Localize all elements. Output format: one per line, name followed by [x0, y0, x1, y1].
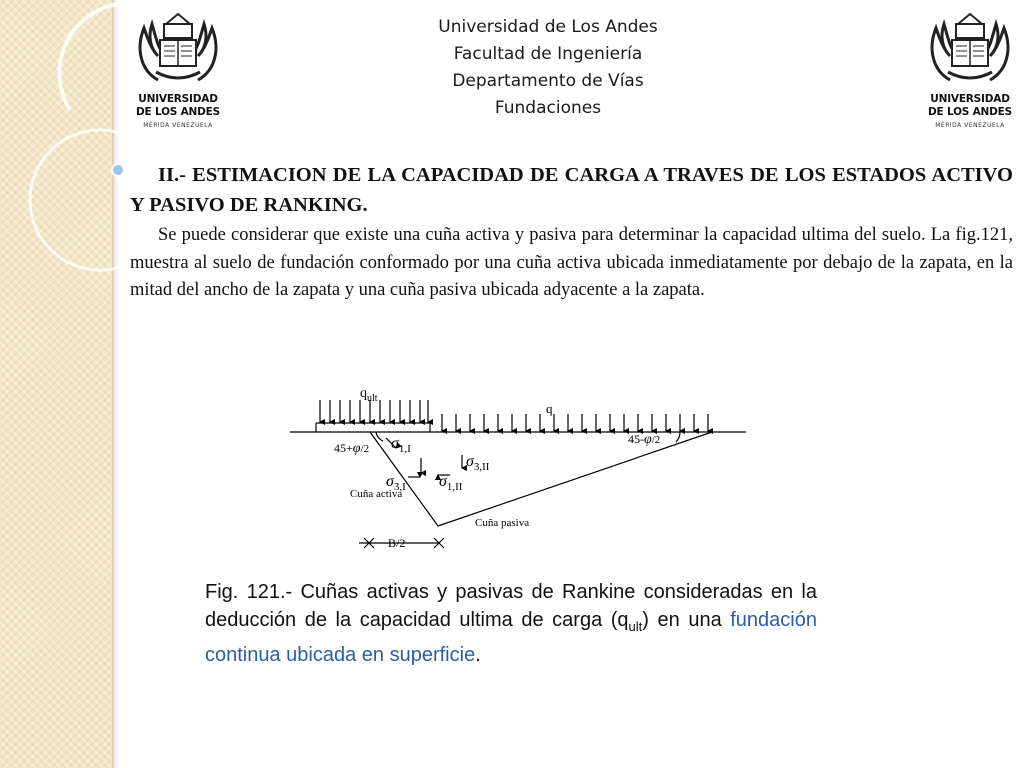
- body-paragraph: Se puede considerar que existe una cuña activa y pasiva para determinar la capacidad ultima del suelo. La fig.121, muestra al suelo de fundación conformado por una cuña activa ubicada inmediatamente por debajo de la zapata, en la mitad del ancho de la zapata y una cuña pasiva ubicada adyacente a la zapata.: [130, 225, 1013, 300]
- passive-wedge-label: Cuña pasiva: [475, 517, 530, 529]
- surcharge-load-arrows: [442, 414, 708, 431]
- caption-text-2: ) en una: [642, 609, 731, 631]
- university-name: Universidad de Los Andes: [438, 17, 658, 37]
- decorative-dot: [112, 164, 124, 176]
- half-width-label: B/2: [388, 536, 406, 550]
- sigma-1-I-label: $\sigma_{1,I}$: [391, 435, 411, 455]
- figure-caption: [205, 578, 817, 669]
- passive-angle-arc: [676, 432, 680, 442]
- university-seal-icon: [920, 10, 1020, 88]
- sigma-1-II-label: $\sigma_{1,II}$: [439, 473, 463, 493]
- q-label: q: [546, 401, 553, 416]
- logo-name-line1: UNIVERSIDAD: [138, 93, 218, 105]
- section-heading: II.- ESTIMACION DE LA CAPACIDAD DE CARGA A TRAVES DE LOS ESTADOS ACTIVO Y PASIVO DE RANKING.: [130, 164, 1013, 216]
- logo-name-line2: DE LOS ANDES: [136, 106, 220, 118]
- active-wedge-label: Cuña activa: [350, 488, 403, 500]
- sigma-3-II-label: $\sigma_{3,II}$: [466, 453, 490, 473]
- institution-header: [400, 14, 696, 122]
- caption-text-1: Fig. 121.- Cuñas activas y pasivas de Rankine consideradas en la deducción de la capacidad ultima de carga (q: [205, 581, 817, 631]
- university-seal-icon: [128, 10, 228, 88]
- active-angle-arc: [376, 432, 383, 441]
- faculty-name: Facultad de Ingeniería: [453, 44, 643, 64]
- passive-angle-label: 45-φ/2: [628, 432, 661, 447]
- logo-subtitle: MÉRIDA VENEZUELA: [935, 122, 1005, 129]
- sigma-3-I-label: $\sigma_{3,I}$: [386, 473, 406, 493]
- course-name: Fundaciones: [494, 98, 602, 118]
- caption-text-end: .: [475, 644, 481, 666]
- university-logo-right: [920, 10, 1020, 129]
- caption-subscript: ult: [628, 619, 643, 634]
- logo-name-line1: UNIVERSIDAD: [930, 93, 1010, 105]
- rankine-wedge-diagram: [280, 380, 760, 555]
- university-logo-left: [128, 10, 228, 129]
- department-name: Departamento de Vías: [452, 71, 644, 91]
- logo-subtitle: MÉRIDA VENEZUELA: [143, 122, 213, 129]
- caption-highlight: fundación continua ubicada en superficie: [205, 609, 817, 666]
- wedge-boundary-lines: [370, 432, 712, 526]
- logo-name-line2: DE LOS ANDES: [928, 106, 1012, 118]
- qult-label: $q_{ult}$: [360, 386, 378, 404]
- active-angle-label: 45+φ/2: [334, 441, 370, 456]
